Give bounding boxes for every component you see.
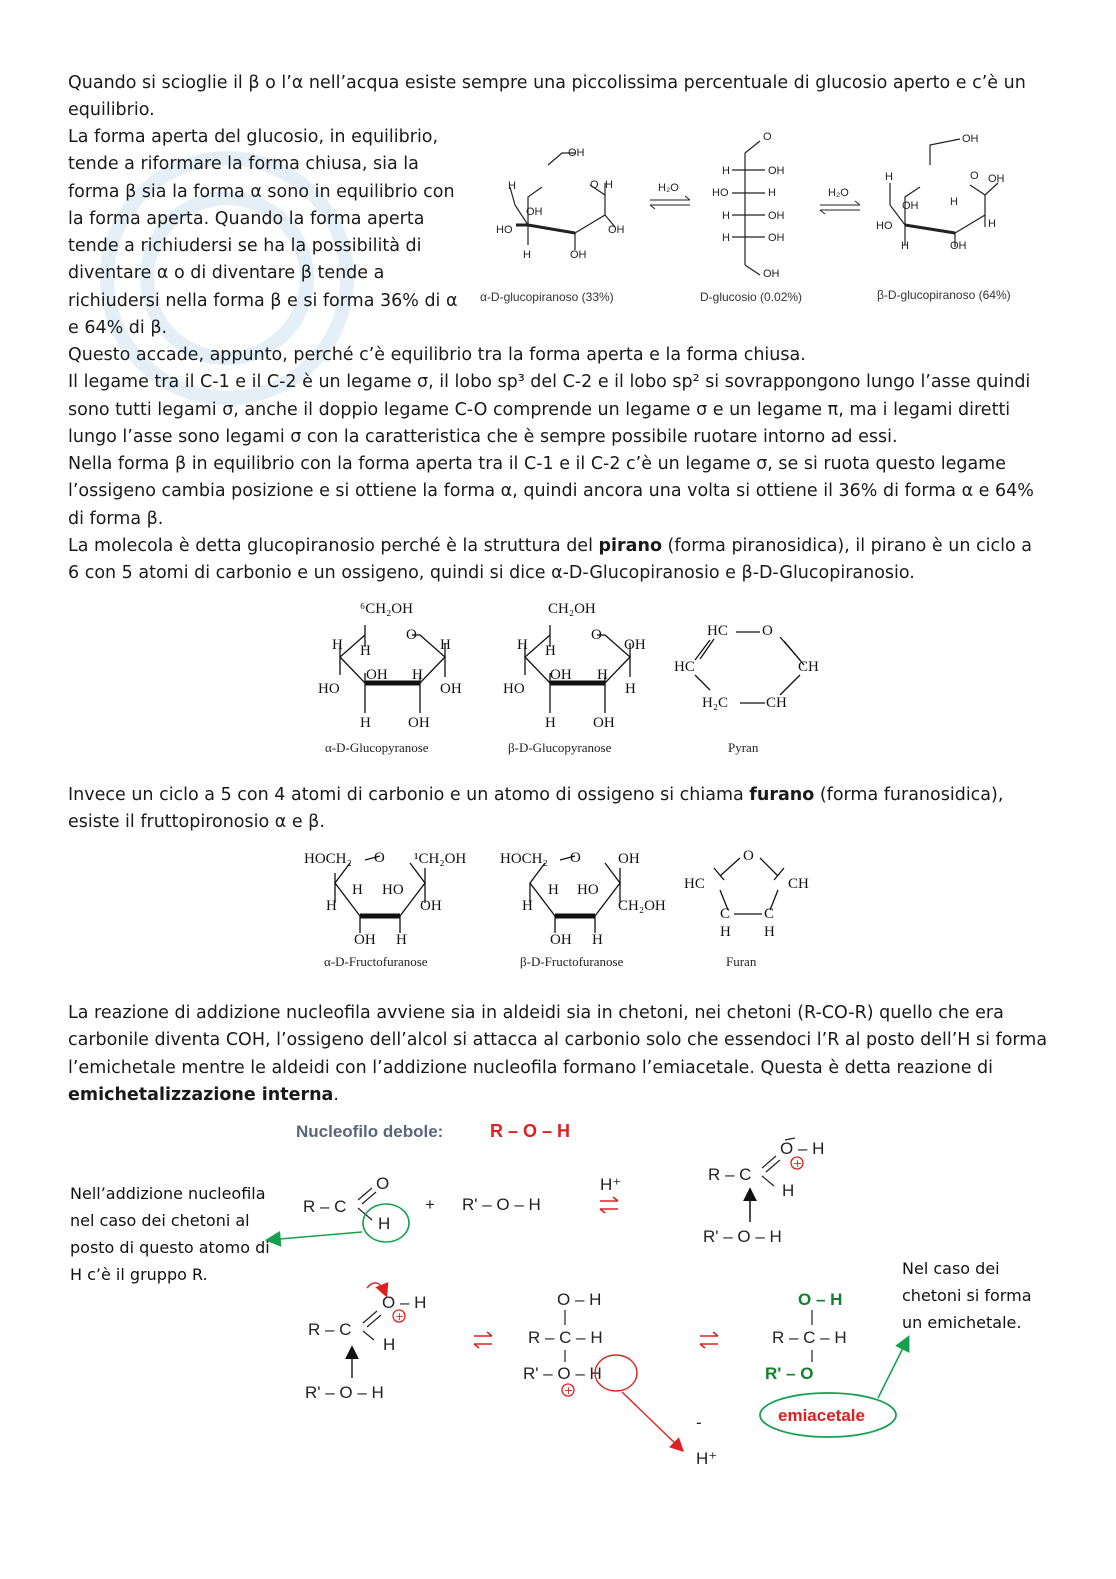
svg-text:HO: HO xyxy=(503,681,525,697)
svg-text:OH: OH xyxy=(550,932,572,948)
nucleophile-formula: R – O – H xyxy=(490,1121,571,1141)
svg-text:R – C: R – C xyxy=(708,1165,752,1184)
svg-text:H: H xyxy=(545,715,556,731)
svg-text:O – H: O – H xyxy=(780,1139,825,1158)
svg-text:H: H xyxy=(720,924,731,940)
open-glucose-caption: D-glucosio (0.02%) xyxy=(700,290,803,304)
svg-text:OH: OH xyxy=(763,268,780,280)
svg-text:H: H xyxy=(722,232,730,244)
svg-text:HC: HC xyxy=(684,876,705,892)
svg-text:H₂C: H₂C xyxy=(702,695,729,711)
svg-text:OH: OH xyxy=(768,165,785,177)
paragraph-equilibrium: La forma aperta del glucosio, in equilibrio, tende a riformare la forma chiusa, sia la forma β sia la forma α sono in equilibrio con la forma aperta. Quando la forma aperta tende a richiudersi se ha la possibilità di diventare α o di diventare β tende a richiudersi nella forma β e si forma 36% di α e 64% di β. xyxy=(68,127,458,339)
svg-text:HO: HO xyxy=(712,187,729,199)
svg-text:H: H xyxy=(782,1181,795,1200)
svg-text:CH: CH xyxy=(766,695,787,711)
svg-text:O – H: O – H xyxy=(798,1290,843,1309)
paragraph-block-main: Questo accade, appunto, perché c’è equilibrio tra la forma aperta e la forma chiusa. Il legame tra il C-1 e il C-2 è un legame σ, il lobo sp³ del C-2 e il lobo sp² si sovrappongono lungo l’asse quindi sono tutti legami σ, anche il doppio legame C-O comprende un legame σ e un legame π, ma i legami diretti lungo l’asse sono legami σ con la caratteristica che è sempre possibile ruotare intorno ad essi. Nella forma β in equilibrio con la forma aperta tra il C-1 e il C-2 c’è un legame σ, se si ruota questo legame l’ossigeno cambia posizione e si ottiene la forma α, quindi ancora una volta si ottiene il 36% di forma α e 64% di forma β. La molecola è detta glucopiranosio perché è la struttura del pirano (forma piranosidica), il pirano è un ciclo a 6 con 5 atomi di carbonio e un ossigeno, quindi si dice α-D-Glucopiranosio e β-D-Glucopiranosio. xyxy=(68,345,1034,584)
paragraph-addition: La reazione di addizione nucleofila avviene sia in aldeidi sia in chetoni, nei chetoni (R-CO-R) quello che era carbonile diventa COH, l’ossigeno dell’alcol si attacca al carbonio solo che essendoci l’R al posto dell’H si forma l’emichetale mentre le aldeidi con l’addizione nucleofila formano l’emiacetale. Questa è detta reazione di emichetalizzazione interna. xyxy=(68,1003,1048,1105)
emiacetale-label: emiacetale xyxy=(778,1406,865,1425)
svg-text:R – C: R – C xyxy=(308,1320,352,1339)
svg-text:O: O xyxy=(970,170,979,182)
svg-text:CH: CH xyxy=(798,659,819,675)
svg-text:HO: HO xyxy=(876,220,893,232)
svg-text:CH₂OH: CH₂OH xyxy=(618,898,666,914)
svg-text:OH: OH xyxy=(408,715,430,731)
svg-text:HC: HC xyxy=(707,623,728,639)
svg-text:HO: HO xyxy=(577,882,599,898)
svg-text:H: H xyxy=(396,932,407,948)
svg-text:R – C – H: R – C – H xyxy=(772,1328,847,1347)
svg-text:H: H xyxy=(508,180,516,192)
svg-text:H: H xyxy=(625,681,636,697)
svg-text:R' – O – H: R' – O – H xyxy=(305,1383,384,1402)
svg-text:OH: OH xyxy=(902,200,919,212)
svg-text:OH: OH xyxy=(440,681,462,697)
svg-text:H: H xyxy=(950,196,958,208)
svg-text:H: H xyxy=(548,882,559,898)
svg-text:HOCH₂: HOCH₂ xyxy=(304,851,352,867)
svg-text:OH: OH xyxy=(366,667,388,683)
svg-text:H: H xyxy=(360,715,371,731)
svg-text:H: H xyxy=(545,643,556,659)
svg-text:O: O xyxy=(743,848,754,864)
svg-text:OH: OH xyxy=(768,210,785,222)
mechanism-figure xyxy=(60,1110,1060,1480)
svg-text:H: H xyxy=(522,898,533,914)
svg-text:R' – O – H: R' – O – H xyxy=(703,1227,782,1246)
beta-fructofuranose-caption: β-D-Fructofuranose xyxy=(520,954,624,969)
svg-text:H: H xyxy=(901,240,909,252)
svg-text:H: H xyxy=(440,637,451,653)
svg-text:H: H xyxy=(722,165,730,177)
alpha-glucopiranoso-caption: α-D-glucopiranoso (33%) xyxy=(480,290,614,304)
svg-text:H: H xyxy=(597,667,608,683)
svg-text:O: O xyxy=(374,850,385,866)
svg-text:+: + xyxy=(395,1310,405,1323)
svg-text:R – C – H: R – C – H xyxy=(528,1328,603,1347)
svg-text:R' – O – H: R' – O – H xyxy=(523,1364,602,1383)
svg-text:HOCH₂: HOCH₂ xyxy=(500,851,548,867)
svg-text:H: H xyxy=(378,1214,391,1233)
svg-text:O: O xyxy=(406,627,417,643)
svg-text:+: + xyxy=(564,1384,574,1397)
svg-text:C: C xyxy=(764,906,775,922)
glucose-equilibrium-figure xyxy=(480,125,1050,315)
svg-text:C: C xyxy=(720,906,731,922)
svg-text:H: H xyxy=(326,898,337,914)
paragraph-intro: Quando si scioglie il β o l’α nell’acqua esiste sempre una piccolissima percentuale di glucosio aperto e c’è un equilibrio. xyxy=(68,73,1026,121)
svg-text:+: + xyxy=(793,1157,803,1170)
svg-text:+: + xyxy=(425,1195,435,1214)
minus-sign: - xyxy=(696,1413,702,1432)
svg-text:OH: OH xyxy=(570,249,587,261)
paragraph-furano: Invece un ciclo a 5 con 4 atomi di carbonio e un atomo di ossigeno si chiama furano (forma furanosidica), esiste il fruttopironosio α e β. xyxy=(68,785,1004,833)
svg-text:H: H xyxy=(722,210,730,222)
svg-text:R – C: R – C xyxy=(303,1197,347,1216)
svg-text:O: O xyxy=(763,131,772,143)
svg-text:H: H xyxy=(412,667,423,683)
svg-text:OH: OH xyxy=(962,133,979,145)
furan-caption: Furan xyxy=(726,954,757,969)
alpha-fructofuranose-caption: α-D-Fructofuranose xyxy=(324,954,428,969)
svg-text:OH: OH xyxy=(608,224,625,236)
water-label-2: H₂O xyxy=(828,187,849,199)
svg-text:O: O xyxy=(570,850,581,866)
svg-text:H: H xyxy=(523,249,531,261)
beta-glucopyranose-caption: β-D-Glucopyranose xyxy=(508,740,612,755)
svg-text:OH: OH xyxy=(354,932,376,948)
svg-text:OH: OH xyxy=(550,667,572,683)
svg-text:HO: HO xyxy=(318,681,340,697)
mechanism-title: Nucleofilo debole: xyxy=(296,1122,444,1141)
svg-text:R' – O – H: R' – O – H xyxy=(462,1195,541,1214)
svg-text:O: O xyxy=(590,179,599,191)
alpha-glucopyranose-caption: α-D-Glucopyranose xyxy=(325,740,429,755)
svg-text:O: O xyxy=(762,623,773,639)
svg-text:O: O xyxy=(376,1174,390,1193)
svg-text:O: O xyxy=(591,627,602,643)
svg-text:H: H xyxy=(592,932,603,948)
svg-text:¹CH₂OH: ¹CH₂OH xyxy=(414,851,467,867)
svg-text:OH: OH xyxy=(420,898,442,914)
svg-text:H: H xyxy=(383,1335,396,1354)
note-emichetale: Nel caso dei chetoni si forma un emichetale. xyxy=(902,1259,1032,1332)
h-plus-catalyst: H⁺ xyxy=(600,1175,622,1194)
c6-label: ⁶CH₂OH xyxy=(360,601,413,617)
svg-text:HO: HO xyxy=(382,882,404,898)
svg-text:OH: OH xyxy=(950,240,967,252)
pyranose-figure xyxy=(310,595,840,765)
water-label-1: H₂O xyxy=(658,182,679,194)
svg-text:OH: OH xyxy=(768,232,785,244)
svg-text:CH: CH xyxy=(788,876,809,892)
svg-text:O – H: O – H xyxy=(557,1290,602,1309)
svg-text:H: H xyxy=(885,171,893,183)
svg-text:O – H: O – H xyxy=(382,1293,427,1312)
svg-text:OH: OH xyxy=(593,715,615,731)
svg-text:H: H xyxy=(988,218,996,230)
beta-glucopiranoso-caption: β-D-glucopiranoso (64%) xyxy=(877,288,1011,302)
svg-text:R' – O: R' – O xyxy=(765,1364,814,1383)
ch2oh-label: CH₂OH xyxy=(548,601,596,617)
h-plus-released: H⁺ xyxy=(696,1449,718,1468)
note-ketone: Nell’addizione nucleofila nel caso dei chetoni al posto di questo atomo di H c’è il gruppo R. xyxy=(70,1184,270,1284)
svg-text:HC: HC xyxy=(674,659,695,675)
svg-text:OH: OH xyxy=(568,147,585,159)
pyran-caption: Pyran xyxy=(728,740,759,755)
svg-text:OH: OH xyxy=(988,173,1005,185)
svg-text:H: H xyxy=(605,179,613,191)
svg-text:OH: OH xyxy=(526,206,543,218)
svg-text:H: H xyxy=(764,924,775,940)
svg-text:H: H xyxy=(768,187,776,199)
svg-text:HO: HO xyxy=(496,224,513,236)
svg-text:OH: OH xyxy=(618,851,640,867)
svg-text:H: H xyxy=(332,637,343,653)
svg-text:H: H xyxy=(360,643,371,659)
furanose-figure xyxy=(300,838,830,978)
svg-text:OH: OH xyxy=(624,637,646,653)
svg-text:H: H xyxy=(352,882,363,898)
svg-text:H: H xyxy=(517,637,528,653)
